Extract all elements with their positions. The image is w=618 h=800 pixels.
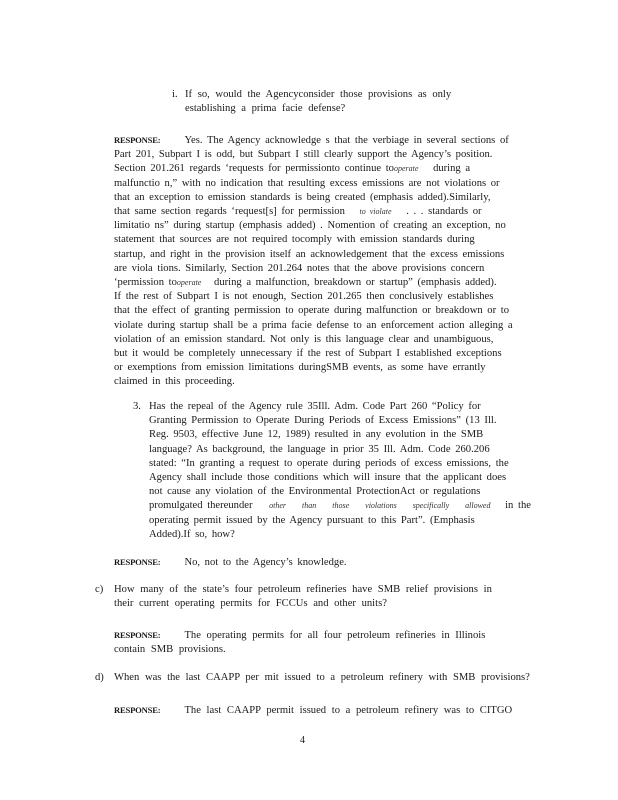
- response-1-operate: operate: [393, 164, 419, 174]
- response-label: RESPONSE:: [114, 135, 161, 145]
- question-3-italic: other than those violations specifically allowed: [269, 501, 491, 511]
- response-3-line-2: contain SMB provisions.: [114, 644, 226, 656]
- question-d: [95, 671, 535, 685]
- response-2-text: No, not to the Agency’s knowledge.: [184, 557, 347, 568]
- response-1-line-13: that the effect of granting permission to operate during malfunction or breakdown or to: [114, 305, 510, 317]
- question-3: [133, 400, 533, 542]
- question-3-line-8-tail: in the: [505, 500, 531, 512]
- question-3-line-6: Agency shall include those conditions which will insure that the applicant does: [149, 472, 507, 484]
- question-3-line-3: Reg. 9503, effective June 12, 1989) resulted in any evolution in the SMB: [149, 429, 484, 441]
- response-4-text: The last CAAPP permit issued to a petroleum refinery was to CITGO: [184, 705, 513, 716]
- question-3-line-1: Has the repeal of the Agency rule 35Ill. Adm. Code Part 260 “Policy for: [149, 401, 481, 412]
- response-1-line-17: or exemptions from emission limitations duringSMB events, as some have errantly: [114, 362, 486, 374]
- question-c-label: c): [95, 584, 104, 595]
- question-3-line-7: not cause any violation of the Environmental ProtectionAct or regulations: [149, 486, 481, 498]
- response-1-line-14: violate during startup shall be a prima facie defense to an enforcement action alleging a: [114, 319, 513, 331]
- response-3-line-1: The operating permits for all four petroleum refineries in Illinois: [184, 630, 486, 641]
- question-c-line-2: their current operating permits for FCCUs and other units?: [114, 598, 387, 610]
- response-1-operate-2: operate: [176, 278, 202, 288]
- question-3-label: 3.: [133, 401, 141, 412]
- response-1-line-18: claimed in this proceeding.: [114, 376, 235, 388]
- response-1-line-5: that an exception to emission standards is being created (emphasis added).Similarly,: [114, 191, 491, 203]
- question-3-line-4: language? As background, the language in prior 35 Ill. Adm. Code 260.206: [149, 443, 490, 455]
- response-1-line-7: limitatio ns” during startup (emphasis added) . Nomention of creating an exception, no: [114, 220, 506, 232]
- question-d-label: d): [95, 672, 104, 683]
- question-3-line-8: promulgated thereunder: [149, 500, 253, 512]
- response-1-line-2: Part 201, Subpart I is odd, but Subpart I still clearly support the Agency’s position.: [114, 149, 493, 161]
- question-i: [172, 88, 502, 116]
- response-label: RESPONSE:: [114, 557, 161, 567]
- response-3: [114, 628, 534, 657]
- response-1-line-6: that same section regards ‘request[s] for permission: [114, 206, 345, 218]
- question-3-line-9: operating permit issued by the Agency pursuant to this Part”. (Emphasis: [149, 514, 475, 526]
- response-1-line-11: ‘permission to: [114, 277, 177, 289]
- response-4: [114, 703, 534, 718]
- question-c-line-1: How many of the state’s four petroleum refineries have SMB relief provisions in: [114, 584, 492, 595]
- response-1: [114, 133, 544, 390]
- question-c: [95, 583, 535, 611]
- response-2: [114, 555, 534, 570]
- question-d-text: When was the last CAAPP per mit issued to a petroleum refinery with SMB provisions?: [114, 672, 530, 683]
- response-1-line-10: are viola tions. Similarly, Section 201.264 notes that the above provisions concern: [114, 262, 485, 274]
- response-1-line-9: startup, and right in the provision itself an acknowledgement that the excess emissions: [114, 248, 505, 260]
- page-number: 4: [300, 735, 305, 746]
- response-1-line-3-tail: during a: [433, 163, 471, 175]
- response-1-line-12: If the rest of Subpart I is not enough, Section 201.265 then conclusively establishes: [114, 291, 494, 303]
- question-i-text: If so, would the Agencyconsider those provisions as only establishing a prima facie defense?: [185, 89, 452, 115]
- question-i-label: i.: [172, 89, 178, 100]
- response-label: RESPONSE:: [114, 630, 161, 640]
- response-1-line-8: statement that sources are not required tocomply with emission standards during: [114, 234, 475, 246]
- response-1-line-15: violation of an emission standard. Not only is this language clear and unambiguous,: [114, 333, 494, 345]
- question-3-line-10: Added).If so, how?: [149, 528, 235, 540]
- question-3-line-2: Granting Permission to Operate During Periods of Excess Emissions” (13 Ill.: [149, 415, 497, 427]
- response-1-line-1: Yes. The Agency acknowledge s that the verbiage in several sections of: [184, 135, 509, 146]
- response-1-line-6-tail: . . . standards or: [406, 206, 482, 218]
- response-1-line-11-tail: during a malfunction, breakdown or startup” (emphasis added).: [214, 277, 497, 289]
- response-1-line-16: but it would be completely unnecessary if the rest of Subpart I established exceptions: [114, 348, 502, 360]
- question-3-line-5: stated: “In granting a request to operate during periods of excess emissions, the: [149, 457, 509, 469]
- response-1-to-violate: to violate: [359, 207, 392, 217]
- response-1-line-4: malfunctio n,” with no indication that resulting excess emissions are not violations or: [114, 177, 500, 189]
- response-1-line-3: Section 201.261 regards ‘requests for permissionto continue to: [114, 163, 394, 175]
- response-label: RESPONSE:: [114, 705, 161, 715]
